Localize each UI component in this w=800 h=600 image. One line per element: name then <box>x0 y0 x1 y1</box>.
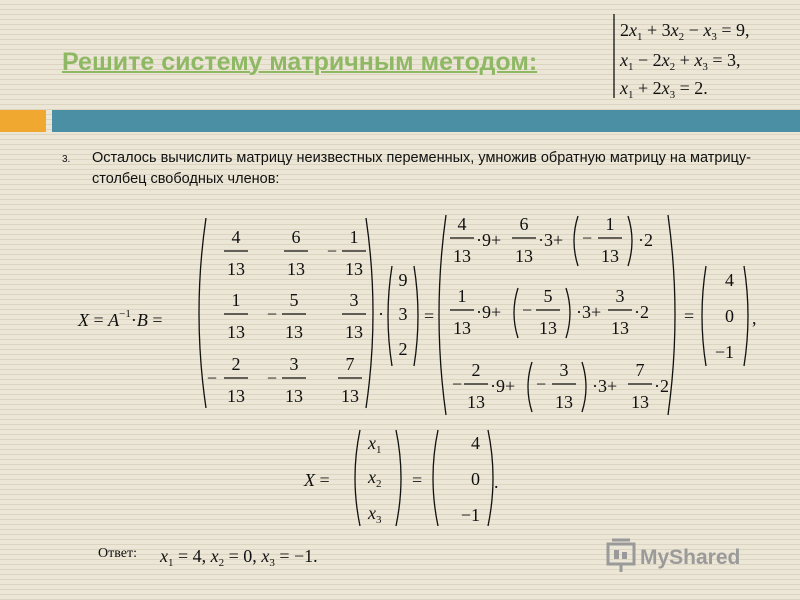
logo-text: MyShared <box>640 546 741 569</box>
svg-text:13: 13 <box>601 246 619 266</box>
slide-title: Решите систему матричным методом: <box>62 48 538 76</box>
presentation-icon <box>608 540 634 572</box>
vector-period: . <box>494 472 499 492</box>
svg-text:13: 13 <box>555 392 573 412</box>
vector-variable: $x_1$ <box>368 433 382 456</box>
svg-text:13: 13 <box>345 259 363 279</box>
svg-text:6: 6 <box>519 214 529 234</box>
svg-text:13: 13 <box>227 259 245 279</box>
myshared-logo <box>606 538 776 574</box>
svg-text:−: − <box>326 241 338 261</box>
svg-text:1: 1 <box>231 290 241 310</box>
svg-text:−: − <box>266 304 278 324</box>
equation-3: $x_1 + 2x_3 = 2$. <box>620 78 708 101</box>
inverse-matrix-right-paren <box>366 218 373 408</box>
answer-label: Ответ: <box>98 546 137 561</box>
formula-lhs: $X = A^{-1}\cdot B$ = <box>78 308 163 330</box>
products-left-paren <box>439 215 446 415</box>
svg-text:4: 4 <box>457 214 467 234</box>
svg-text:13: 13 <box>227 322 245 342</box>
result-value: −1 <box>714 342 734 362</box>
result-right-paren <box>744 266 748 366</box>
result-left-paren <box>702 266 706 366</box>
step-text: Осталось вычислить матрицу неизвестных переменных, умножив обратную матрицу на матрицу-столбец свободных членов: <box>92 150 751 187</box>
vector-variable: $x_2$ <box>368 467 382 490</box>
svg-text:1: 1 <box>457 286 467 306</box>
inverse-matrix-cell <box>267 354 306 406</box>
inverse-matrix-cell <box>327 227 366 279</box>
equals-sign: = <box>412 470 423 490</box>
svg-text:3: 3 <box>615 286 625 306</box>
svg-text:13: 13 <box>341 386 359 406</box>
svg-text:3: 3 <box>349 290 359 310</box>
inverse-matrix-cell <box>284 227 308 279</box>
svg-text:2: 2 <box>471 360 481 380</box>
free-terms-right-paren <box>414 266 418 366</box>
equals-sign: = <box>424 306 435 326</box>
free-term: 2 <box>398 339 408 359</box>
svg-text:·9+: ·9+ <box>476 230 502 250</box>
inverse-matrix-cell <box>338 354 362 406</box>
multiply-dot: · <box>378 304 384 324</box>
svg-text:−: − <box>452 374 463 394</box>
inverse-matrix-cell <box>267 290 306 342</box>
product-row-2 <box>450 286 649 338</box>
products-right-paren <box>668 215 675 415</box>
equals-sign: = <box>684 306 695 326</box>
svg-text:1: 1 <box>349 227 359 247</box>
svg-text:3: 3 <box>559 360 569 380</box>
inverse-matrix-cell <box>342 290 366 342</box>
product-row-1 <box>450 214 653 266</box>
svg-text:−: − <box>206 368 218 388</box>
svg-text:·3+: ·3+ <box>538 230 564 250</box>
result-value: 4 <box>725 270 734 290</box>
svg-text:−: − <box>266 368 278 388</box>
svg-text:7: 7 <box>345 354 355 374</box>
inverse-matrix-cell <box>224 290 248 342</box>
svg-text:·9+: ·9+ <box>476 302 502 322</box>
svg-text:13: 13 <box>285 322 303 342</box>
svg-text:13: 13 <box>539 318 557 338</box>
step-number: 3. <box>62 154 71 165</box>
values-right-paren <box>488 430 493 526</box>
result-comma: , <box>752 308 757 328</box>
svg-text:·2: ·2 <box>638 230 653 250</box>
svg-text:1: 1 <box>605 214 615 234</box>
svg-text:6: 6 <box>291 227 301 247</box>
svg-text:3: 3 <box>289 354 299 374</box>
svg-text:13: 13 <box>345 322 363 342</box>
vector-variable: $x_3$ <box>368 503 382 526</box>
vector-value: −1 <box>460 505 480 525</box>
svg-text:·3+: ·3+ <box>576 302 602 322</box>
svg-text:4: 4 <box>231 227 241 247</box>
svg-text:13: 13 <box>515 246 533 266</box>
solution-lhs: X = <box>304 470 330 490</box>
vector-value: 4 <box>471 433 480 453</box>
answer-value: $x_1 = 4$, $x_2 = 0$, $x_3 = -1$. <box>160 546 318 569</box>
free-terms-left-paren <box>388 266 392 366</box>
svg-text:−: − <box>582 228 593 248</box>
svg-text:5: 5 <box>289 290 299 310</box>
values-left-paren <box>433 430 438 526</box>
result-value: 0 <box>725 306 734 326</box>
product-row-3 <box>452 360 669 412</box>
vector-value: 0 <box>471 469 480 489</box>
svg-text:−: − <box>522 300 533 320</box>
svg-text:2: 2 <box>231 354 241 374</box>
svg-text:13: 13 <box>631 392 649 412</box>
svg-text:7: 7 <box>635 360 645 380</box>
inverse-matrix-left-paren <box>199 218 206 408</box>
svg-text:·3+: ·3+ <box>592 376 618 396</box>
svg-text:13: 13 <box>611 318 629 338</box>
svg-text:13: 13 <box>467 392 485 412</box>
vector-right-paren <box>396 430 401 526</box>
svg-text:−: − <box>536 374 547 394</box>
svg-text:13: 13 <box>285 386 303 406</box>
svg-text:·2: ·2 <box>654 376 669 396</box>
equation-2: $x_1 - 2x_2 + x_3 = 3$, <box>620 50 741 73</box>
free-term: 3 <box>398 304 408 324</box>
svg-text:13: 13 <box>453 246 471 266</box>
svg-text:13: 13 <box>227 386 245 406</box>
free-term: 9 <box>398 270 408 290</box>
vector-left-paren <box>355 430 360 526</box>
inverse-matrix-cell <box>207 354 248 406</box>
svg-text:13: 13 <box>287 259 305 279</box>
svg-text:·2: ·2 <box>634 302 649 322</box>
inverse-matrix-cell <box>224 227 248 279</box>
svg-text:13: 13 <box>453 318 471 338</box>
svg-text:·9+: ·9+ <box>490 376 516 396</box>
svg-text:5: 5 <box>543 286 553 306</box>
equation-1: $2x_1 + 3x_2 - x_3 = 9$, <box>620 20 750 43</box>
